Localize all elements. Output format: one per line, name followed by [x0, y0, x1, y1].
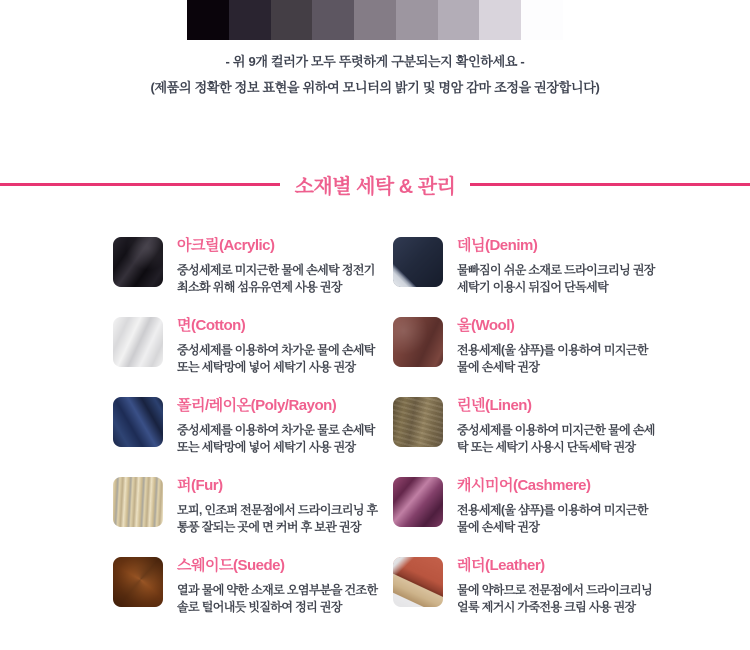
gray-step-4 — [312, 0, 354, 40]
acrylic-fabric-image — [113, 237, 163, 287]
gray-step-8 — [479, 0, 521, 40]
care-item-title: 퍼(Fur) — [177, 477, 223, 494]
care-item-desc-line2: 탁 또는 세탁기 사용시 단독세탁 권장 — [457, 440, 636, 454]
care-item-desc-line2: 또는 세탁망에 넣어 세탁기 사용 권장 — [177, 440, 356, 454]
care-item-title: 면(Cotton) — [177, 317, 246, 334]
fur-fabric-image — [113, 477, 163, 527]
denim-fabric-image — [393, 237, 443, 287]
gray-step-2 — [229, 0, 271, 40]
header-divider-right — [470, 183, 750, 186]
care-item-desc-line2: 최소화 위해 섬유유연제 사용 권장 — [177, 280, 342, 294]
calibration-note-2: (제품의 정확한 정보 표현을 위하여 모니터의 밝기 및 명암 감마 조정을 권장합니다) — [150, 80, 600, 95]
gray-step-7 — [438, 0, 480, 40]
care-item-title: 레더(Leather) — [457, 557, 545, 574]
gray-step-9 — [521, 0, 563, 40]
care-item-desc-line1: 중성세제를 이용하여 차가운 물로 손세탁 — [177, 423, 375, 437]
care-item-denim — [393, 237, 673, 296]
care-item-leather — [393, 557, 673, 616]
care-item-desc-line1: 열과 물에 약한 소재로 오염부분을 건조한 — [177, 583, 378, 597]
care-item-desc-line2: 물에 손세탁 권장 — [457, 520, 540, 534]
leather-fabric-image — [393, 557, 443, 607]
care-item-desc-line2: 또는 세탁망에 넣어 세탁기 사용 권장 — [177, 360, 356, 374]
care-item-desc-line1: 전용세제(울 샴푸)를 이용하여 미지근한 — [457, 503, 648, 517]
care-item-title: 울(Wool) — [457, 317, 515, 334]
suede-fabric-image — [113, 557, 163, 607]
care-item-cotton — [113, 317, 393, 376]
care-item-title: 스웨이드(Suede) — [177, 557, 285, 574]
care-item-desc-line1: 중성세제를 이용하여 미지근한 물에 손세 — [457, 423, 655, 437]
care-item-desc-line1: 중성세제로 미지근한 물에 손세탁 정전기 — [177, 263, 375, 277]
care-item-desc-line1: 중성세제를 이용하여 차가운 물에 손세탁 — [177, 343, 375, 357]
care-item-poly-rayon — [113, 397, 393, 456]
header-divider-left — [0, 183, 280, 186]
cashmere-fabric-image — [393, 477, 443, 527]
care-item-desc-line2: 솔로 털어내듯 빗질하여 정리 권장 — [177, 600, 342, 614]
grayscale-calibration-bar — [187, 0, 563, 40]
linen-fabric-image — [393, 397, 443, 447]
care-item-desc-line2: 얼룩 제거시 가죽전용 크림 사용 권장 — [457, 600, 636, 614]
gray-step-5 — [354, 0, 396, 40]
care-item-desc-line2: 세탁기 이용시 뒤집어 단독세탁 — [457, 280, 609, 294]
wool-fabric-image — [393, 317, 443, 367]
care-item-cashmere — [393, 477, 673, 536]
care-item-title: 폴리/레이온(Poly/Rayon) — [177, 397, 337, 414]
care-item-title: 아크릴(Acrylic) — [177, 237, 275, 254]
cotton-fabric-image — [113, 317, 163, 367]
gray-step-3 — [271, 0, 313, 40]
section-title: 소재별 세탁 & 관리 — [294, 176, 456, 198]
poly-rayon-fabric-image — [113, 397, 163, 447]
care-item-suede — [113, 557, 393, 616]
care-item-fur — [113, 477, 393, 536]
care-item-wool — [393, 317, 673, 376]
care-items-grid — [113, 237, 750, 616]
care-item-desc-line1: 전용세제(울 샴푸)를 이용하여 미지근한 — [457, 343, 648, 357]
care-item-desc-line1: 물빠짐이 쉬운 소재로 드라이크리닝 권장 — [457, 263, 655, 277]
care-item-title: 데님(Denim) — [457, 237, 538, 254]
calibration-note-1: - 위 9개 컬러가 모두 뚜렷하게 구분되는지 확인하세요 - — [225, 54, 525, 69]
gray-step-1 — [187, 0, 229, 40]
care-item-desc-line2: 물에 손세탁 권장 — [457, 360, 540, 374]
care-item-title: 캐시미어(Cashmere) — [457, 477, 591, 494]
care-item-desc-line1: 물에 약하므로 전문점에서 드라이크리닝 — [457, 583, 653, 597]
care-item-linen — [393, 397, 673, 456]
care-item-desc-line1: 모피, 인조퍼 전문점에서 드라이크리닝 후 — [177, 503, 378, 517]
gray-step-6 — [396, 0, 438, 40]
section-header — [0, 170, 750, 199]
care-item-acrylic — [113, 237, 393, 296]
care-item-title: 린넨(Linen) — [457, 397, 532, 414]
care-item-desc-line2: 통풍 잘되는 곳에 면 커버 후 보관 권장 — [177, 520, 362, 534]
